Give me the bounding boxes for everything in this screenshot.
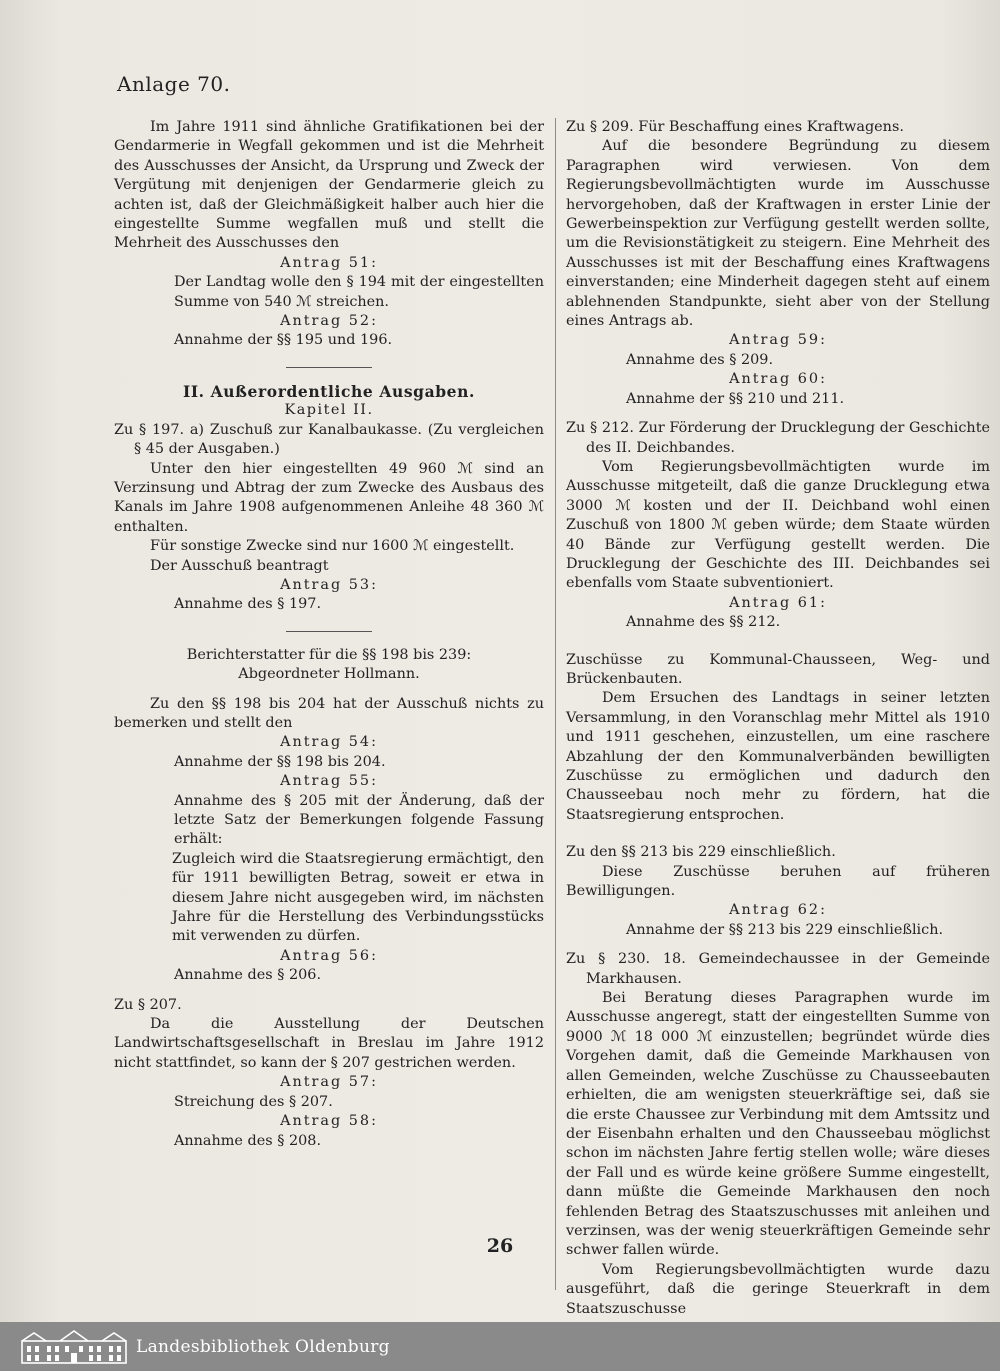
subheading: Zu § 209. Für Beschaffung eines Kraftwagens. (566, 119, 904, 135)
motion-heading: Antrag 59: (729, 332, 827, 349)
motion-heading: Antrag 58: (280, 1113, 378, 1130)
motion-text: Der Landtag wolle den § 194 mit der eingestellten Summe von 540 ℳ streichen. (174, 274, 544, 310)
motion-heading: Antrag 53: (280, 576, 378, 593)
spacer (114, 986, 544, 996)
motion-text: Annahme des § 209. (626, 351, 774, 368)
section-title: II. Außerordentliche Ausgaben. (182, 381, 476, 401)
paragraph: Auf die besondere Begründung zu diesem Paragraphen wird verwiesen. Von dem Regierungsbevollmächtigten wurde im Ausschusse hervorgehoben, daß der Kraftwagen in erster Linie der Gewerbeinspektion zur Verfügung gestellt werden sollte, um die Revisionstätigkeit zu steigern. Eine Mehrheit des Ausschusses ist mit der Beschaffung eines Kraftwagens einverstanden; eine Minderheit dagegen steht auf einem ablehnenden Standpunkte, sieht aber von der Stellung eines Antrags ab. (566, 138, 990, 330)
motion-text: Streichung des § 207. (174, 1093, 333, 1110)
column-divider (555, 118, 556, 1290)
motion-heading: Antrag 55: (280, 773, 378, 790)
right-column (566, 118, 990, 1319)
motion-heading: Antrag 51: (280, 254, 378, 271)
motion-heading: Antrag 62: (729, 902, 827, 919)
page-number: 26 (486, 1235, 514, 1257)
section-rule (286, 367, 372, 368)
motion-text: Annahme des § 208. (174, 1132, 322, 1149)
centered-line: Abgeordneter Hollmann. (238, 666, 420, 683)
library-name: Landesbibliothek Oldenburg (136, 1336, 390, 1357)
spacer (114, 685, 544, 695)
paragraph: Vom Regierungsbevollmächtigten wurde dazu ausgeführt, daß die geringe Steuerkraft in dem Staatszuschusse (566, 1261, 990, 1317)
motion-heading: Antrag 57: (280, 1074, 378, 1091)
motion-text: Annahme des §§ 212. (626, 614, 781, 631)
paragraph: Der Ausschuß beantragt (150, 557, 329, 574)
motion-heading: Antrag 52: (280, 313, 378, 330)
motion-text: Annahme des § 206. (174, 967, 322, 984)
left-column (114, 118, 544, 1151)
spacer (566, 825, 990, 843)
section-heading: Zu § 212. Zur Förderung der Drucklegung der Geschichte des II. Deichbandes. (566, 420, 990, 456)
subheading: Zuschüsse zu Kommunal-Chausseen, Weg- und Brückenbauten. (566, 651, 990, 687)
subheading: Zu den §§ 213 bis 229 einschließlich. (566, 844, 836, 861)
motion-text: Annahme des § 197. (174, 596, 322, 613)
library-building-icon (20, 1329, 128, 1365)
paragraph: Vom Regierungsbevollmächtigten wurde im Ausschusse mitgeteilt, daß die ganze Drucklegung etwa 3000 ℳ kosten und der II. Deichband wohl einen Zuschuß von 1800 ℳ geben würde; dem Staate würden 40 Bände zur Verfügung gestellt werden. Die Drucklegung der Geschichte des III. Deichbandes sei ebenfalls vom Staate subventioniert. (566, 458, 990, 592)
section-heading: Zu § 197. a) Zuschuß zur Kanalbaukasse. (Zu vergleichen § 45 der Ausgaben.) (114, 421, 544, 458)
quoted-text: Zugleich wird die Staatsregierung ermächtigt, den für 1911 bewilligten Betrag, soweit er etwa in diesem Jahre nicht ausgegeben wird, im nächsten Jahre für die Herstellung des Verbindungsstücks mit verwenden zu dürfen. (172, 850, 544, 945)
motion-text: Annahme der §§ 210 und 211. (626, 390, 845, 407)
paragraph: Unter den hier eingestellten 49 960 ℳ sind an Verzinsung und Abtrag der zum Zwecke des Ausbaus des Kanals im Jahre 1908 aufgenommenen Anleihe 48 360 ℳ enthalten. (114, 460, 544, 535)
motion-heading: Antrag 60: (729, 371, 827, 388)
section-heading: Zu § 230. 18. Gemeindechaussee in der Gemeinde Markhausen. (566, 951, 990, 987)
paragraph: Zu den §§ 198 bis 204 hat der Ausschuß nichts zu bemerken und stellt den (114, 695, 544, 731)
paragraph: Für sonstige Zwecke sind nur 1600 ℳ eingestellt. (150, 538, 515, 555)
section-rule (286, 631, 372, 632)
paragraph: Bei Beratung dieses Paragraphen wurde im Ausschusse angeregt, statt der eingestellten Summe von 9000 ℳ 18 000 ℳ einzustellen; begründet würde dies Vorgehen damit, daß die Gemeinde Markhausen von allen Gemeinden, welche Zuschüsse zu Chausseebauten erhielten, die am wenigsten steuerkräftige sei, daß sie die erste Chaussee zur Verbindung mit dem Amtssitz und der Eisenbahn erhalten und den Chausseebau möglichst schon im nächsten Jahre fertig stellen wolle; wäre dieses der Fall und es würde keine größere Summe eingestellt, dann müßte die Gemeinde Markhausen den noch fehlenden Betrag des Staatszuschusses mit anleihen und verzinsen, was der wenig steuerkräftigen Gemeinde sehr schwer fallen würde. (566, 990, 990, 1259)
motion-heading: Antrag 61: (729, 594, 827, 611)
motion-heading: Antrag 56: (280, 947, 378, 964)
spacer (566, 633, 990, 651)
motion-heading: Antrag 54: (280, 734, 378, 751)
paragraph: Im Jahre 1911 sind ähnliche Gratifikationen bei der Gendarmerie in Wegfall gekommen und ist die Mehrheit des Ausschusses der Ansicht, da Ursprung und Zweck der Vergütung mit denjenigen der Gendarmerie gleich zu achten ist, daß der Gleichmäßigkeit halber auch hier die eingestellte Summe wegfallen muß und stellt die Mehrheit des Ausschusses den (114, 119, 544, 252)
footer-bar (0, 1322, 1000, 1371)
motion-text: Annahme der §§ 198 bis 204. (174, 753, 386, 770)
page-header: Anlage 70. (117, 72, 231, 96)
paragraph: Dem Ersuchen des Landtags in seiner letzten Versammlung, in den Voranschlag mehr Mittel als 1910 und 1911 geschehen, einzustellen, um eine raschere Abzahlung der den Kommunalverbänden bewilligten Zuschüsse zu ermöglichen und dadurch den Chausseebau noch mehr zu fördern, hat die Staatsregierung entsprochen. (566, 690, 990, 823)
spacer (566, 940, 990, 950)
paragraph: Diese Zuschüsse beruhen auf früheren Bewilligungen. (566, 863, 990, 900)
chapter-heading: Kapitel II. (284, 402, 374, 419)
centered-line: Berichterstatter für die §§ 198 bis 239: (186, 646, 472, 663)
paragraph: Da die Ausstellung der Deutschen Landwirtschaftsgesellschaft in Breslau im Jahre 1912 nicht stattfindet, so kann der § 207 gestrichen werden. (114, 1016, 544, 1071)
spacer (566, 409, 990, 419)
motion-text: Annahme des § 205 mit der Änderung, daß der letzte Satz der Bemerkungen folgende Fassung erhält: (174, 792, 544, 848)
motion-text: Annahme der §§ 195 und 196. (174, 332, 393, 349)
motion-text: Annahme der §§ 213 bis 229 einschließlich. (626, 921, 944, 938)
subheading: Zu § 207. (114, 996, 182, 1013)
